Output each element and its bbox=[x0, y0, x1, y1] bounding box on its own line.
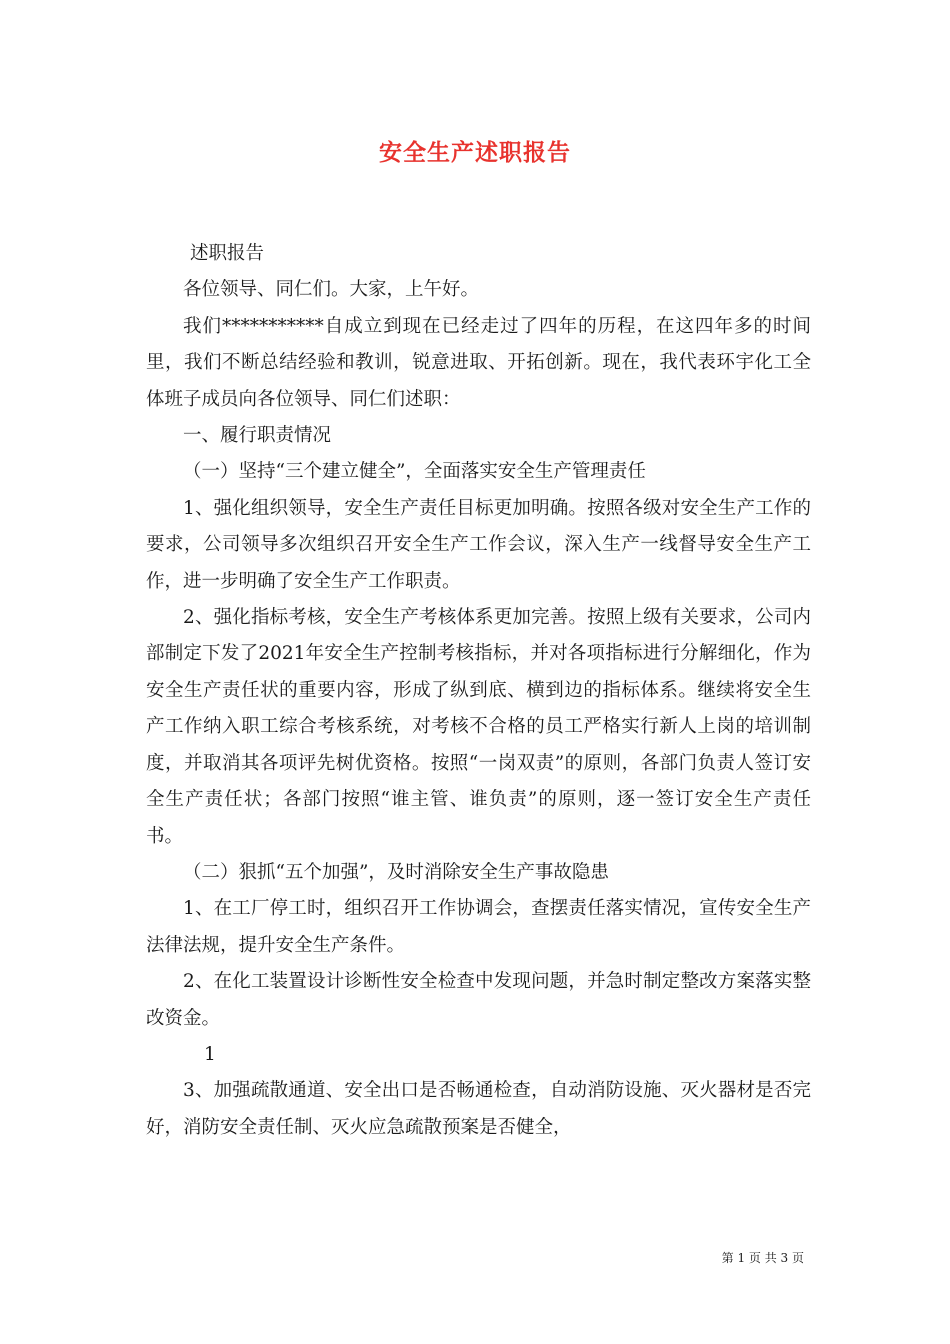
paragraph-item-2-2: 2、在化工装置设计诊断性安全检查中发现问题，并急时制定整改方案落实整改资金。 bbox=[146, 971, 811, 1029]
paragraph-item-1: 1、强化组织领导，安全生产责任目标更加明确。按照各级对安全生产工作的要求，公司领导多次组织召开安全生产工作会议，深入生产一线督导安全生产工作，进一步明确了安全生产工作职责。 bbox=[146, 497, 811, 592]
section-heading-duties: 一、履行职责情况 bbox=[183, 425, 332, 447]
paragraph-item-2-3: 3、加强疏散通道、安全出口是否畅通检查，自动消防设施、灭火器材是否完好，消防安全责任制、灭火应急疏散预案是否健全， bbox=[146, 1080, 811, 1138]
paragraph-report-heading: 述职报告 bbox=[190, 243, 265, 264]
subsection-heading-one: （一）坚持“三个建立健全”，全面落实安全生产管理责任 bbox=[183, 461, 646, 483]
paragraph-item-2: 2、强化指标考核，安全生产考核体系更加完善。按照上级有关要求，公司内部制定下发了2021年安全生产控制考核指标，并对各项指标进行分解细化，作为安全生产责任状的重要内容，形成了纵到底、横到边的指标体系。继续将安全生产工作纳入职工综合考核系统，对考核不合格的员工严格实行新人上岗的培训制度，并取消其各项评先树优资格。按照“一岗双责”的原则，各部门负责人签订安全生产责任状；各部门按照“谁主管、谁负责”的原则，逐一签订安全生产责任书。 bbox=[146, 607, 811, 847]
paragraph-intro: 我们***********自成立到现在已经走过了四年的历程，在这四年多的时间里，我们不断总结经验和教训，锐意进取、开拓创新。现在，我代表环宇化工全体班子成员向各位领导、同仁们述职： bbox=[146, 315, 811, 410]
page-footer: 第 1 页 共 3 页 bbox=[721, 1251, 804, 1265]
document-title: 安全生产述职报告 bbox=[379, 139, 571, 166]
document-body bbox=[146, 236, 811, 1146]
paragraph-item-2-1: 1、在工厂停工时，组织召开工作协调会，查摆责任落实情况，宣传安全生产法律法规，提升安全生产条件。 bbox=[146, 898, 811, 956]
paragraph-greeting: 各位领导、同仁们。大家，上午好。 bbox=[183, 279, 480, 301]
subsection-heading-two: （二）狠抓“五个加强”，及时消除安全生产事故隐患 bbox=[183, 861, 609, 883]
inline-page-number: 1 bbox=[204, 1043, 216, 1065]
